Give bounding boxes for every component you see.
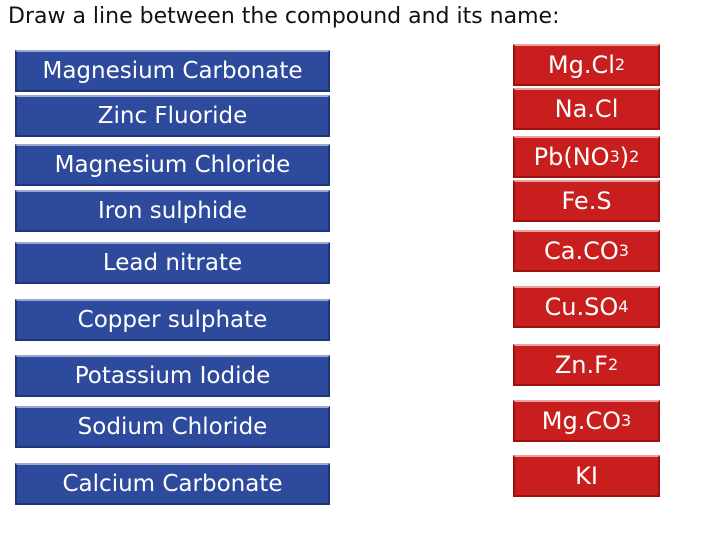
formula-main: Na.Cl bbox=[554, 95, 619, 123]
formula-main: Ca.CO bbox=[544, 237, 619, 265]
name-zinc-fluoride[interactable]: Zinc Fluoride bbox=[15, 95, 330, 137]
name-iron-sulphide[interactable]: Iron sulphide bbox=[15, 190, 330, 232]
formula-main: KI bbox=[575, 462, 598, 490]
formula-main: Mg.CO bbox=[541, 407, 622, 435]
name-magnesium-carbonate[interactable]: Magnesium Carbonate bbox=[15, 50, 330, 92]
name-sodium-chloride[interactable]: Sodium Chloride bbox=[15, 406, 330, 448]
formula-mgco3[interactable]: Mg.CO 3 bbox=[513, 400, 660, 442]
name-calcium-carbonate[interactable]: Calcium Carbonate bbox=[15, 463, 330, 505]
formula-main: Zn.F bbox=[554, 351, 608, 379]
name-potassium-iodide[interactable]: Potassium Iodide bbox=[15, 355, 330, 397]
formula-ki[interactable] bbox=[513, 455, 660, 497]
formula-tail: ) bbox=[619, 143, 630, 171]
name-magnesium-chloride[interactable]: Magnesium Chloride bbox=[15, 144, 330, 186]
formula-main: Pb(NO bbox=[533, 143, 610, 171]
formula-nacl[interactable] bbox=[513, 88, 660, 130]
formula-main: Cu.SO bbox=[544, 293, 619, 321]
formula-mgcl2[interactable]: Mg.Cl 2 bbox=[513, 44, 660, 86]
formula-cuso4[interactable]: Cu.SO 4 bbox=[513, 286, 660, 328]
page-title: Draw a line between the compound and its name: bbox=[8, 4, 560, 29]
formula-caco3[interactable]: Ca.CO 3 bbox=[513, 230, 660, 272]
formula-pbno32[interactable]: Pb(NO 3 ) 2 bbox=[513, 136, 660, 178]
formula-fes[interactable] bbox=[513, 180, 660, 222]
formula-main: Mg.Cl bbox=[547, 51, 615, 79]
formula-main: Fe.S bbox=[561, 187, 612, 215]
formula-znf2[interactable]: Zn.F 2 bbox=[513, 344, 660, 386]
name-copper-sulphate[interactable]: Copper sulphate bbox=[15, 299, 330, 341]
name-lead-nitrate[interactable]: Lead nitrate bbox=[15, 242, 330, 284]
